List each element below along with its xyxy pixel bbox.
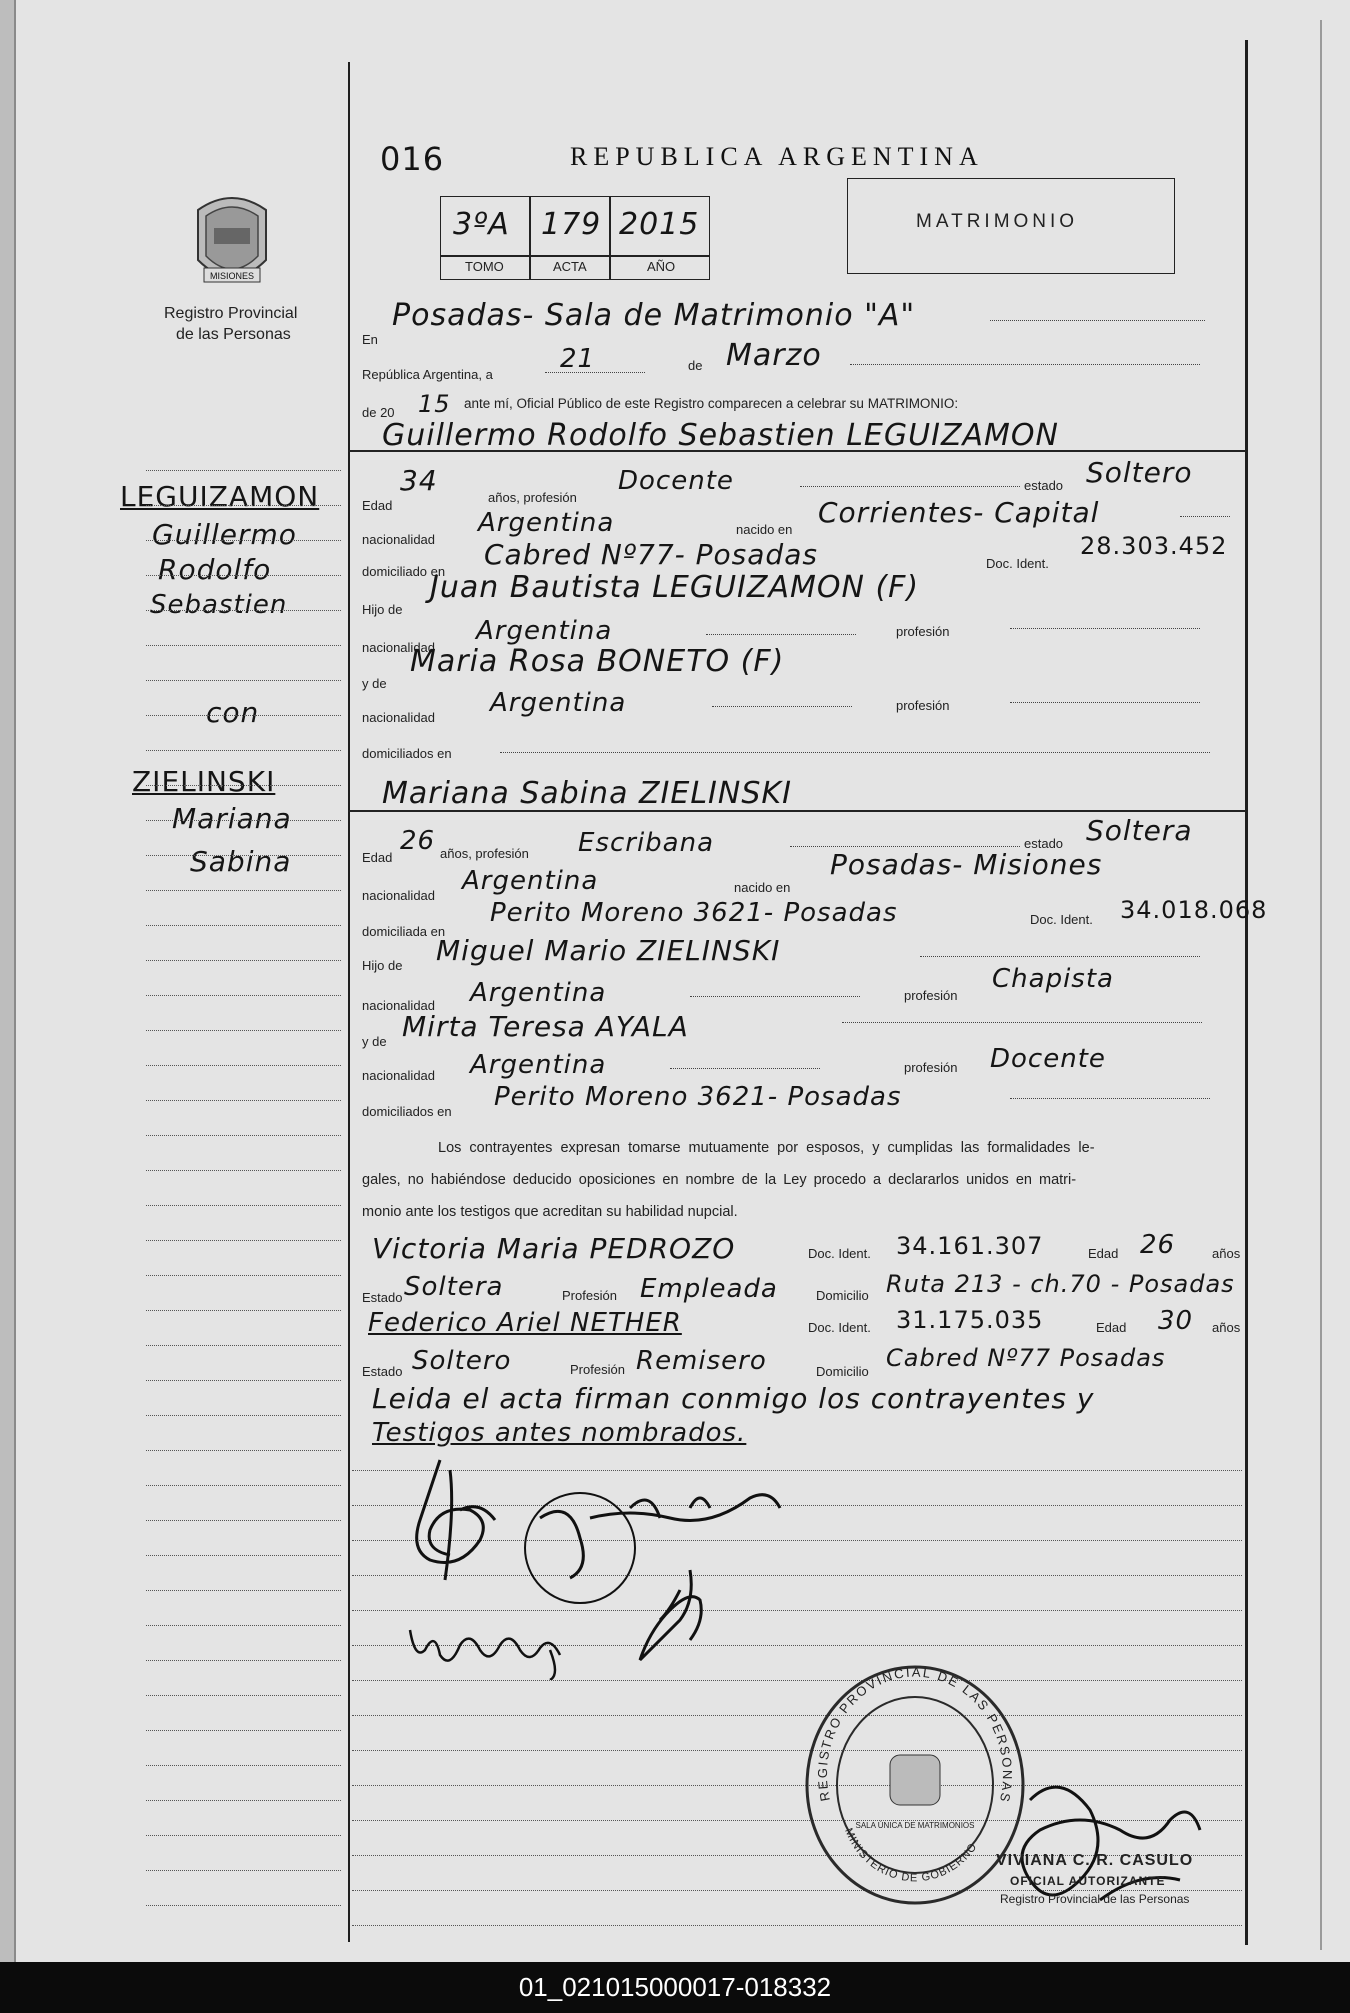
bride-profession: Escribana bbox=[578, 828, 715, 858]
witness2-address: Cabred Nº77 Posadas bbox=[886, 1344, 1166, 1372]
bride-y-de-label: y de bbox=[362, 1034, 387, 1049]
bride-nacionalidad-label: nacionalidad bbox=[362, 888, 436, 903]
groom-father: Juan Bautista LEGUIZAMON (F) bbox=[430, 570, 920, 605]
witness2-civil-status: Soltero bbox=[412, 1346, 512, 1376]
signature-groom bbox=[400, 1450, 520, 1590]
anio-label: AÑO bbox=[647, 259, 676, 274]
ruled-line bbox=[146, 820, 341, 821]
bride-mother-nationality-label: nacionalidad bbox=[362, 1068, 436, 1083]
tomo-label: TOMO bbox=[465, 259, 504, 274]
ruled-line bbox=[146, 1170, 341, 1171]
bride-father-profesion-label: profesión bbox=[904, 988, 958, 1003]
witness1-anos-label: años bbox=[1212, 1246, 1241, 1261]
groom-mother: Maria Rosa BONETO (F) bbox=[410, 644, 785, 679]
ruled-line bbox=[146, 575, 341, 576]
ruled-line bbox=[146, 1345, 341, 1346]
groom-y-de-label: y de bbox=[362, 676, 387, 691]
ruled-line bbox=[146, 1905, 341, 1906]
ruled-line bbox=[146, 1695, 341, 1696]
groom-birthplace: Corrientes- Capital bbox=[818, 496, 1100, 529]
margin-groom-given-1: Guillermo bbox=[152, 518, 297, 551]
witness1-edad-label: Edad bbox=[1088, 1246, 1119, 1261]
ruled-line bbox=[146, 890, 341, 891]
bride-parents-address: Perito Moreno 3621- Posadas bbox=[494, 1082, 902, 1112]
groom-mother-nationality-label: nacionalidad bbox=[362, 710, 436, 725]
witness2-profession: Remisero bbox=[636, 1346, 767, 1376]
ruled-line bbox=[146, 1660, 341, 1661]
record-number-box bbox=[440, 196, 710, 280]
margin-bride-given-1: Mariana bbox=[172, 802, 292, 835]
ruled-line bbox=[146, 645, 341, 646]
de-label: de bbox=[688, 358, 703, 373]
ruled-line bbox=[146, 540, 341, 541]
svg-text:MISIONES: MISIONES bbox=[209, 271, 255, 281]
ruled-line bbox=[146, 610, 341, 611]
witness2-age: 30 bbox=[1158, 1306, 1194, 1336]
ruled-line bbox=[146, 1835, 341, 1836]
ruled-line bbox=[146, 1590, 341, 1591]
ruled-line bbox=[146, 925, 341, 926]
bride-anos-profesion-label: años, profesión bbox=[440, 846, 529, 861]
ruled-line bbox=[146, 1135, 341, 1136]
witness2-doc: 31.175.035 bbox=[896, 1306, 1044, 1334]
ruled-line bbox=[146, 1625, 341, 1626]
bride-father-profession: Chapista bbox=[992, 964, 1114, 994]
svg-text:MINISTERIO DE GOBIERNO: MINISTERIO DE GOBIERNO bbox=[842, 1826, 980, 1885]
groom-full-name: Guillermo Rodolfo Sebastien LEGUIZAMON bbox=[382, 418, 1059, 453]
witness1-estado-label: Estado bbox=[362, 1290, 403, 1305]
republica-label: República Argentina, a bbox=[362, 367, 493, 382]
page-fold bbox=[1320, 20, 1322, 1950]
act-type-label: MATRIMONIO bbox=[916, 211, 1079, 232]
groom-nacionalidad-label: nacionalidad bbox=[362, 532, 436, 547]
ruled-line bbox=[146, 1870, 341, 1871]
witness1-profession: Empleada bbox=[640, 1274, 778, 1304]
groom-doc-label: Doc. Ident. bbox=[986, 556, 1049, 571]
bride-civil-status: Soltera bbox=[1086, 814, 1193, 847]
day-value: 21 bbox=[560, 344, 596, 374]
witness1-age: 26 bbox=[1140, 1230, 1176, 1260]
month-value: Marzo bbox=[726, 338, 822, 373]
witness2-estado-label: Estado bbox=[362, 1364, 403, 1379]
act-type-box bbox=[847, 178, 1175, 274]
registry-stamp-icon bbox=[800, 1660, 1030, 1910]
ruled-line bbox=[146, 855, 341, 856]
groom-mother-nationality: Argentina bbox=[490, 688, 627, 718]
ruled-line bbox=[146, 1065, 341, 1066]
margin-rule bbox=[348, 62, 350, 1942]
bride-mother-profesion-label: profesión bbox=[904, 1060, 958, 1075]
witness1-profesion-label: Profesión bbox=[562, 1288, 617, 1303]
groom-father-profesion-label: profesión bbox=[896, 624, 950, 639]
bride-mother-profession: Docente bbox=[990, 1044, 1106, 1074]
ruled-line bbox=[146, 505, 341, 506]
ruled-line bbox=[146, 1800, 341, 1801]
year-prefix-label: de 20 bbox=[362, 405, 395, 420]
witness2-anos-label: años bbox=[1212, 1320, 1241, 1335]
bride-estado-label: estado bbox=[1024, 836, 1064, 851]
groom-father-nationality: Argentina bbox=[476, 616, 613, 646]
svg-text:REGISTRO PROVINCIAL DE LAS PER: REGISTRO PROVINCIAL DE LAS PERSONAS bbox=[814, 1664, 1016, 1805]
bride-domiciliada-label: domiciliada en bbox=[362, 924, 446, 939]
declaration-line-3: monio ante los testigos que acreditan su habilidad nupcial. bbox=[362, 1204, 738, 1220]
bride-doc-label: Doc. Ident. bbox=[1030, 912, 1093, 927]
ruled-line bbox=[146, 1030, 341, 1031]
ruled-line bbox=[146, 1380, 341, 1381]
bride-age: 26 bbox=[400, 826, 436, 856]
ruled-line bbox=[146, 750, 341, 751]
ruled-line bbox=[146, 1765, 341, 1766]
ruled-line bbox=[146, 470, 341, 471]
signature-witness2 bbox=[620, 1560, 720, 1670]
registry-name-line1: Registro Provincial bbox=[164, 305, 298, 322]
witness2-doc-label: Doc. Ident. bbox=[808, 1320, 871, 1335]
groom-nationality: Argentina bbox=[478, 508, 615, 538]
witness1-domicilio-label: Domicilio bbox=[816, 1288, 869, 1303]
bride-nationality: Argentina bbox=[462, 866, 599, 896]
tomo-value: 3ºA bbox=[453, 207, 510, 242]
groom-hijo-label: Hijo de bbox=[362, 602, 403, 617]
binding-edge bbox=[0, 0, 16, 1962]
acta-label: ACTA bbox=[553, 259, 587, 274]
right-rule bbox=[1245, 40, 1248, 1945]
groom-domiciliados-label: domiciliados en bbox=[362, 746, 452, 761]
year-suffix-value: 15 bbox=[418, 390, 451, 418]
groom-domiciliado-label: domiciliado en bbox=[362, 564, 446, 579]
groom-mother-profesion-label: profesión bbox=[896, 698, 950, 713]
bride-domiciliados-label: domiciliados en bbox=[362, 1104, 452, 1119]
groom-nacido-label: nacido en bbox=[736, 522, 793, 537]
bride-doc: 34.018.068 bbox=[1120, 896, 1268, 924]
witness1-civil-status: Soltera bbox=[404, 1272, 504, 1302]
margin-connector: con bbox=[206, 696, 260, 729]
groom-profession: Docente bbox=[618, 466, 734, 496]
ruled-line bbox=[146, 1275, 341, 1276]
ruled-line bbox=[146, 1310, 341, 1311]
witness2-edad-label: Edad bbox=[1096, 1320, 1127, 1335]
groom-address: Cabred Nº77- Posadas bbox=[484, 538, 818, 571]
bride-mother-nationality: Argentina bbox=[470, 1050, 607, 1080]
official-title: OFICIAL AUTORIZANTE bbox=[1010, 1874, 1166, 1888]
margin-bride-surname: ZIELINSKI bbox=[132, 765, 276, 798]
ruled-line bbox=[146, 1240, 341, 1241]
ruled-line bbox=[146, 1450, 341, 1451]
ruled-line bbox=[146, 680, 341, 681]
official-name: VIVIANA C. R. CASULO bbox=[996, 1852, 1194, 1869]
witness2-name: Federico Ariel NETHER bbox=[368, 1308, 682, 1338]
ruled-line bbox=[146, 995, 341, 996]
bride-full-name: Mariana Sabina ZIELINSKI bbox=[382, 776, 792, 811]
margin-bride-given-2: Sabina bbox=[190, 845, 292, 878]
witness2-domicilio-label: Domicilio bbox=[816, 1364, 869, 1379]
bride-nacido-label: nacido en bbox=[734, 880, 791, 895]
bride-mother: Mirta Teresa AYALA bbox=[402, 1010, 689, 1043]
groom-father-nationality-label: nacionalidad bbox=[362, 640, 436, 655]
registry-name-line2: de las Personas bbox=[176, 326, 291, 343]
bride-father: Miguel Mario ZIELINSKI bbox=[436, 934, 781, 967]
registry-seal-icon bbox=[190, 190, 274, 294]
margin-groom-surname: LEGUIZAMON bbox=[120, 480, 320, 513]
declaration-line-2: gales, no habiéndose deducido oposiciones en nombre de la Ley procedo a declararlos unidos en matri- bbox=[362, 1172, 1077, 1188]
ruled-line bbox=[146, 785, 341, 786]
groom-age: 34 bbox=[400, 464, 438, 497]
folio-number: 016 bbox=[380, 140, 445, 178]
witness1-doc: 34.161.307 bbox=[896, 1232, 1044, 1260]
margin-groom-given-3: Sebastien bbox=[150, 590, 288, 620]
ruled-line bbox=[352, 1680, 1242, 1681]
place-value: Posadas- Sala de Matrimonio "A" bbox=[392, 298, 916, 333]
witness1-address: Ruta 213 - ch.70 - Posadas bbox=[886, 1270, 1235, 1298]
groom-doc: 28.303.452 bbox=[1080, 532, 1228, 560]
witness1-doc-label: Doc. Ident. bbox=[808, 1246, 871, 1261]
groom-civil-status: Soltero bbox=[1086, 456, 1193, 489]
closing-line-2: Testigos antes nombrados. bbox=[372, 1418, 747, 1448]
ruled-line bbox=[146, 1555, 341, 1556]
bride-father-nationality: Argentina bbox=[470, 978, 607, 1008]
ruled-line bbox=[146, 1415, 341, 1416]
witness2-profesion-label: Profesión bbox=[570, 1362, 625, 1377]
signature-witness1 bbox=[400, 1610, 580, 1680]
ruled-line bbox=[146, 960, 341, 961]
file-id-footer: 01_021015000017-018332 bbox=[0, 1962, 1350, 2013]
ruled-line bbox=[146, 1520, 341, 1521]
acta-value: 179 bbox=[541, 207, 602, 242]
groom-anos-profesion-label: años, profesión bbox=[488, 490, 577, 505]
anio-value: 2015 bbox=[619, 207, 700, 242]
groom-estado-label: estado bbox=[1024, 478, 1064, 493]
ruled-line bbox=[352, 1715, 1242, 1716]
ruled-line bbox=[146, 1730, 341, 1731]
bride-hijo-label: Hijo de bbox=[362, 958, 403, 973]
intro-statement: ante mí, Oficial Público de este Registro comparecen a celebrar su MATRIMONIO: bbox=[464, 396, 959, 411]
en-label: En bbox=[362, 332, 378, 347]
ruled-line bbox=[146, 1100, 341, 1101]
bride-edad-label: Edad bbox=[362, 850, 393, 865]
groom-edad-label: Edad bbox=[362, 498, 393, 513]
svg-text:SALA ÚNICA DE MATRIMONIOS: SALA ÚNICA DE MATRIMONIOS bbox=[855, 1821, 975, 1830]
official-office: Registro Provincial de las Personas bbox=[1000, 1892, 1190, 1906]
ruled-line bbox=[352, 1925, 1242, 1926]
declaration-line-1: Los contrayentes expresan tomarse mutuamente por esposos, y cumplidas las formalidades le- bbox=[438, 1140, 1095, 1156]
bride-birthplace: Posadas- Misiones bbox=[830, 848, 1103, 881]
ruled-line bbox=[146, 1485, 341, 1486]
bride-address: Perito Moreno 3621- Posadas bbox=[490, 898, 898, 928]
ruled-line bbox=[146, 1205, 341, 1206]
ruled-line bbox=[352, 1750, 1242, 1751]
margin-groom-given-2: Rodolfo bbox=[158, 553, 272, 586]
country-title: REPUBLICA ARGENTINA bbox=[570, 142, 984, 171]
witness1-name: Victoria Maria PEDROZO bbox=[372, 1232, 736, 1265]
bride-father-nationality-label: nacionalidad bbox=[362, 998, 436, 1013]
ruled-line bbox=[146, 715, 341, 716]
closing-line-1: Leida el acta firman conmigo los contrayentes y bbox=[372, 1382, 1095, 1415]
